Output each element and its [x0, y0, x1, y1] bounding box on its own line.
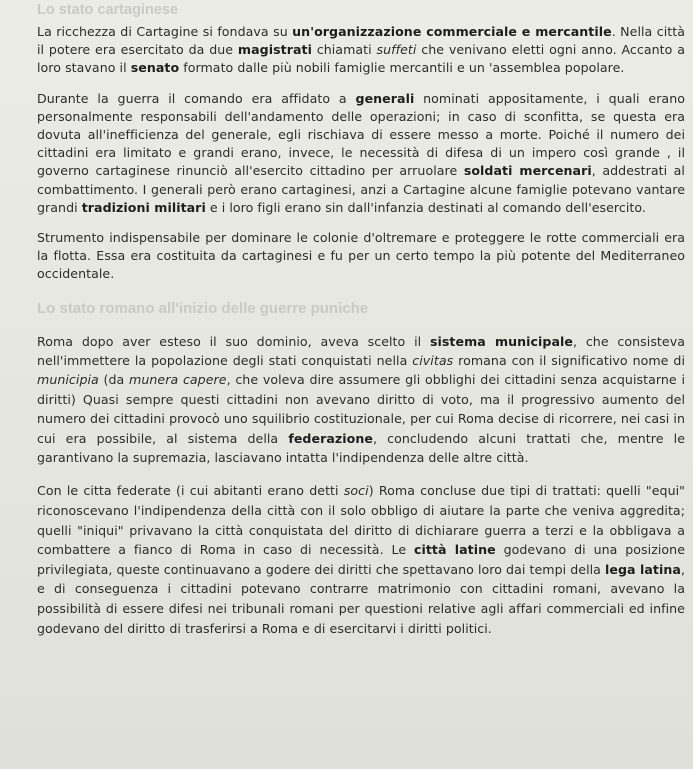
paragraph-roma-trattati — [37, 481, 685, 638]
bold-term: lega latina — [605, 561, 681, 577]
text-run: (da — [98, 372, 130, 388]
bold-term: un'organizzazione commerciale e mercantile — [292, 24, 612, 39]
bold-term: magistrati — [237, 42, 312, 58]
text-run: , concludendo alcuni trattati che, mentre le garantivano la supremazia, lasciavano intatta l'indipendenza delle altre città. — [37, 430, 685, 466]
bold-term: tradizioni militari — [81, 199, 206, 215]
text-run: chiamati — [311, 42, 377, 58]
text-run: Roma dopo aver esteso il suo dominio, aveva scelto il — [37, 333, 430, 349]
text-run: e i loro figli erano sin dall'infanzia destinati al comando dell'esercito. — [205, 199, 646, 215]
bold-term: federazione — [288, 430, 373, 446]
section-heading-roma: Lo stato romano all'inizio delle guerre puniche — [37, 299, 369, 317]
text-run: che venivano eletti ogni anno. Accanto a loro stavano il — [37, 42, 685, 76]
text-run: , e di conseguenza i cittadini potevano contrarre matrimonio con cittadini romani, avevano la possibilità di essere difesi nei tribunali romani per questioni relative agli affari commerciali ed infine godevano del diritto di trasferirsi a Roma e di esercitarvi i diritti politici. — [37, 561, 685, 636]
text-run: . Nella città il potere era esercitato da due — [37, 24, 685, 58]
text-run: , che consisteva nell'immettere la popolazione degli stati conquistati nella — [37, 333, 685, 369]
paragraph-roma-municipia — [37, 332, 685, 468]
paragraph-cartagine-fleet — [37, 229, 685, 284]
bold-term: sistema municipale — [429, 333, 573, 349]
paragraph-cartagine-economy — [37, 23, 685, 78]
text-run: , addestrati al combattimento. I generali però erano cartaginesi, anzi a Cartagine alcune famiglie potevano vantare grandi — [37, 163, 685, 215]
text-run: godevano di una posizione privilegiata, queste continuavano a godere dei diritti che spettavano loro dai tempi della — [37, 542, 686, 577]
text-run: ) Roma concluse due tipi di trattati: quelli "equi" riconoscevano l'indipendenza della città con il solo obbligo di aiutare la parte che veniva aggredita; quelli "iniqui" privavano la città conquistata del diritto di dichiarare guerra a terzi e la obbligava a combattere a fianco di Roma in caso di necessità. Le — [37, 483, 685, 558]
text-run: romana con il significativo nome di — [453, 353, 685, 369]
text-run: Strumento indispensabile per dominare le colonie d'oltremare e proteggere le rotte commerciali era la flotta. Essa era costituita da cartaginesi e fu per un certo tempo la più potente del Mediterraneo occidentale. — [37, 230, 685, 282]
italic-term: soci — [343, 483, 369, 499]
text-run: Con le citta federate (i cui abitanti erano detti — [37, 483, 344, 499]
italic-term: municipia — [37, 372, 99, 388]
text-run: Durante la guerra il comando era affidato a — [37, 90, 356, 106]
bold-term: città latine — [413, 542, 496, 558]
bold-term: soldati mercenari — [463, 163, 592, 179]
text-run: , che voleva dire assumere gli obblighi dei cittadini senza acquistarne i diritti) Quasi sempre questi cittadini non avevano diritto di voto, ma il progressivo aumento del numero dei cittadini provocò uno squilibrio costituzionale, per cui Roma decise di ricorrere, nei casi in cui era possibile, al sistema della — [37, 372, 685, 446]
italic-term: munera capere — [129, 372, 227, 388]
italic-term: civitas — [412, 353, 454, 369]
bold-term: generali — [355, 90, 415, 106]
text-run: nominati appositamente, i quali erano personalmente responsabili dell'andamento delle operazioni; in caso di sconfitta, se questa era dovuta all'inefficienza del generale, egli rischiava di essere messo a morte. Poiché il numero dei cittadini era limitato e grandi erano, invece, le necessità di difesa di un impero così grande , il governo cartaginese rinunciò all'esercito cittadino per arruolare — [37, 90, 685, 179]
section-heading-cartagine: Lo stato cartaginese — [37, 2, 179, 18]
paragraph-cartagine-war — [37, 90, 685, 217]
text-run: formato dalle più nobili famiglie mercantili e un 'assemblea popolare. — [179, 60, 625, 76]
text-run: La ricchezza di Cartagine si fondava su — [37, 24, 293, 39]
bold-term: senato — [130, 60, 180, 76]
italic-term: suffeti — [376, 42, 417, 58]
